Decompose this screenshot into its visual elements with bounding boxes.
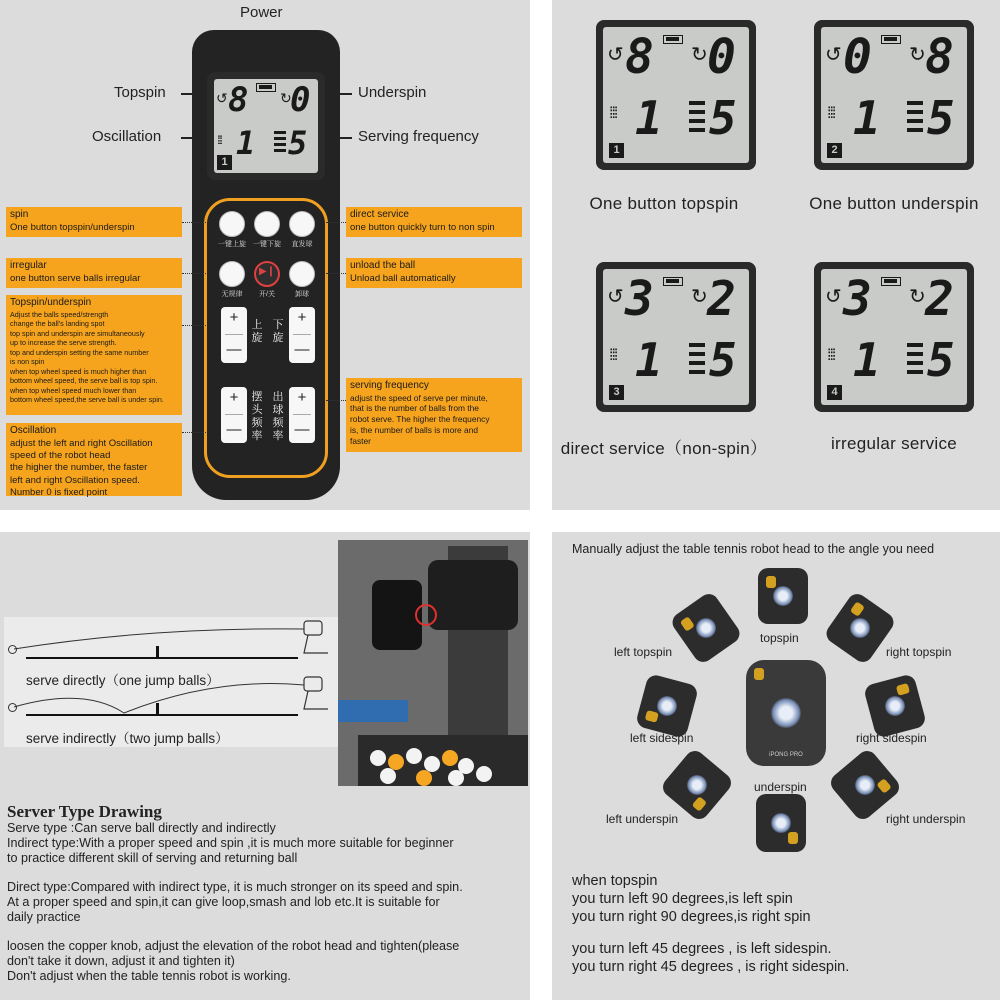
lcd-screen <box>821 269 967 405</box>
battery-icon <box>663 277 683 286</box>
direct-service-callout-body: one button quickly turn to non spin <box>350 221 495 233</box>
irregular-caption: 无规律 <box>221 291 243 298</box>
oscillation-minus-button[interactable]: — <box>226 421 242 438</box>
label-left-underspin: left underspin <box>606 812 679 826</box>
frequency-plus-button[interactable]: + <box>297 389 307 406</box>
underspin-arrow-icon: ↻ <box>909 286 926 308</box>
oscillation-icon: ⁞⁞⁞ <box>827 105 835 122</box>
types-title: Server Type Drawing <box>7 802 162 821</box>
lcd-screen <box>603 27 749 163</box>
direct-trajectory <box>14 629 304 649</box>
battery-icon <box>256 83 276 92</box>
button-area <box>204 198 328 478</box>
lcd-mode-badge: 4 <box>827 385 842 400</box>
underspin-stepper-caption: 下旋 <box>272 319 284 344</box>
topspin-underspin-callout-body: Adjust the balls speed/strength change the ball's landing spot top spin and underspin are simultaneously up to increase the serve strength. top and underspin setting the same number is non spin when top wheel speed is much higher than bottom wheel speed, the serve ball is top spin. when top wheel speed much lower than bottom wheel speed,the serve ball is under spin. <box>10 309 164 404</box>
modes-panel <box>552 0 1000 510</box>
frequency-bars-icon <box>907 101 923 135</box>
indirect-table <box>26 714 298 716</box>
serving-frequency-label: Serving frequency <box>358 128 479 145</box>
indirect-net <box>156 703 159 715</box>
frequency-minus-button[interactable]: — <box>294 421 310 438</box>
lcd-topspin-digit: 3 <box>625 271 654 327</box>
remote-control <box>192 30 340 500</box>
frequency-bars-icon <box>274 131 286 155</box>
lcd-underspin-digit: 2 <box>925 271 954 327</box>
unload-callout-head: unload the ball <box>350 260 416 271</box>
spin-callout <box>6 207 182 237</box>
head-center-photo <box>746 660 826 766</box>
lcd-screen <box>603 269 749 405</box>
power-label: Power <box>240 4 283 21</box>
oscillation-callout-body: adjust the left and right Oscillation speed of the robot head the higher the number, the faster left and right Oscillation speed. Number 0 is fixed point <box>10 437 153 498</box>
lcd-underspin-digit: 8 <box>925 29 954 85</box>
one-key-topspin-button[interactable] <box>219 211 245 237</box>
oscillation-callout <box>6 423 182 496</box>
underspin-arrow-icon: ↻ <box>280 90 292 106</box>
battery-icon <box>881 277 901 286</box>
oscillation-stepper-caption: 摆头频率 <box>251 391 263 442</box>
mode-4-caption: irregular service <box>830 434 958 453</box>
mode-4-lcd <box>814 262 974 412</box>
angles-note-1: when topspin you turn left 90 degrees,is left spin you turn right 90 degrees,is right spin <box>572 873 811 925</box>
lcd-screen <box>214 79 318 173</box>
head-underspin-photo <box>756 794 806 852</box>
oscillation-label: Oscillation <box>92 128 162 145</box>
frequency-bars-icon <box>689 343 705 377</box>
lcd-mode-badge: 3 <box>609 385 624 400</box>
one-key-underspin-caption: 一键下旋 <box>253 241 281 248</box>
lcd-frequency-digit: 5 <box>709 91 737 145</box>
types-paragraph-3: loosen the copper knob, adjust the elevation of the robot head and tighten(please don't take it down, adjust it and tighten it) Don't adjust when the table tennis robot is working. <box>7 939 460 983</box>
topspin-plus-button[interactable]: + <box>229 309 239 326</box>
lcd-oscillation-digit: 1 <box>635 333 663 387</box>
robot-photo <box>338 540 528 786</box>
types-paragraph-1: Serve type :Can serve ball directly and indirectly Indirect type:With a proper speed and spin ,it is much more suitable for beginner to practice different skill of serving and returning ball <box>7 821 454 865</box>
oscillation-icon: ⁞⁞⁞ <box>827 347 835 364</box>
irregular-callout <box>6 258 182 288</box>
unload-button[interactable] <box>289 261 315 287</box>
battery-icon <box>663 35 683 44</box>
lcd-frequency-digit: 5 <box>927 91 955 145</box>
center-model-label: iPONG PRO <box>769 752 803 758</box>
serving-frequency-callout-body: adjust the speed of serve per minute, that is the number of balls from the robot serve. The higher the frequency is, the number of balls is more and faster <box>350 392 490 447</box>
lcd-screen <box>821 27 967 163</box>
mode-2-caption: One button underspin <box>809 194 979 213</box>
direct-table <box>26 657 298 659</box>
topspin-stepper[interactable] <box>221 307 247 363</box>
oscillation-icon: ⁞⁞⁞ <box>609 105 617 122</box>
power-button[interactable] <box>254 261 280 287</box>
label-left-sidespin: left sidespin <box>630 731 694 745</box>
angles-panel <box>552 532 1000 1000</box>
angles-note-2: you turn left 45 degrees , is left sidespin. you turn right 45 degrees , is right sidespin. <box>572 941 850 975</box>
lcd-underspin-digit: 0 <box>707 29 736 85</box>
topspin-label: Topspin <box>114 84 166 101</box>
lcd-oscillation-digit: 1 <box>635 91 663 145</box>
oscillation-icon: ⁞⁞⁞ <box>609 347 617 364</box>
direct-serve-caption: 直发球 <box>291 241 313 248</box>
topspin-underspin-callout-head: Topspin/underspin <box>10 297 92 308</box>
lcd-topspin-digit: 0 <box>843 29 872 85</box>
underspin-minus-button[interactable]: — <box>294 341 310 358</box>
spin-callout-body: One button topspin/underspin <box>10 221 135 233</box>
frequency-bars-icon <box>689 101 705 135</box>
underspin-label: Underspin <box>358 84 427 101</box>
lcd-frequency-digit: 5 <box>709 333 737 387</box>
topspin-underspin-callout <box>6 295 182 415</box>
lcd-topspin-digit: 8 <box>228 80 249 120</box>
one-key-underspin-button[interactable] <box>254 211 280 237</box>
underspin-arrow-icon: ↻ <box>909 44 926 66</box>
topspin-arrow-icon: ↺ <box>607 44 624 66</box>
topspin-stepper-caption: 上旋 <box>251 319 263 344</box>
oscillation-icon: ⁞⁞⁞ <box>217 133 222 147</box>
head-left-sidespin-photo <box>635 673 699 739</box>
head-right-sidespin-photo <box>863 673 927 739</box>
oscillation-plus-button[interactable]: + <box>229 389 239 406</box>
remote-panel <box>0 0 530 510</box>
direct-serve-button[interactable] <box>289 211 315 237</box>
unload-caption: 卸球 <box>295 291 309 298</box>
label-right-sidespin: right sidespin <box>856 731 927 745</box>
lcd-frequency-digit: 5 <box>288 124 308 162</box>
underspin-arrow-icon: ↻ <box>691 286 708 308</box>
power-caption: 开/关 <box>259 291 275 298</box>
serve-diagram <box>4 617 340 747</box>
mode-1-lcd <box>596 20 756 170</box>
head-topspin-photo <box>758 568 808 624</box>
direct-service-callout-head: direct service <box>350 209 409 220</box>
unload-callout <box>346 258 522 288</box>
spin-callout-head: spin <box>10 209 29 220</box>
mode-3-lcd <box>596 262 756 412</box>
underspin-plus-button[interactable]: + <box>297 309 307 326</box>
robot-illustration <box>338 540 528 786</box>
lcd-mode-badge: 1 <box>609 143 624 158</box>
topspin-arrow-icon: ↺ <box>607 286 624 308</box>
topspin-arrow-icon: ↺ <box>216 90 228 106</box>
remote-lcd <box>207 72 325 180</box>
types-paragraph-2: Direct type:Compared with indirect type, it is much stronger on its speed and spin. At a proper speed and spin,it can give loop,smash and lob etc.It is suitable for daily practice <box>7 880 463 924</box>
direct-service-callout <box>346 207 522 237</box>
direct-caption: serve directly（one jump balls） <box>26 673 220 688</box>
direct-ball-icon <box>8 645 17 654</box>
irregular-callout-body: one button serve balls irregular <box>10 272 141 284</box>
mode-3-caption: direct service（non-spin） <box>560 439 768 458</box>
lcd-underspin-digit: 0 <box>290 80 311 120</box>
one-key-topspin-caption: 一键上旋 <box>218 241 246 248</box>
label-topspin: topspin <box>760 631 799 645</box>
lcd-oscillation-digit: 1 <box>853 91 881 145</box>
oscillation-callout-head: Oscillation <box>10 425 57 436</box>
direct-net <box>156 646 159 658</box>
lcd-mode-badge: 2 <box>827 143 842 158</box>
robot-outline-bottom <box>304 677 328 709</box>
indirect-ball-icon <box>8 703 17 712</box>
lcd-frequency-digit: 5 <box>927 333 955 387</box>
mode-2-lcd <box>814 20 974 170</box>
frequency-stepper[interactable] <box>289 387 315 443</box>
robot-outline-top <box>304 621 328 653</box>
lcd-mode-badge: 1 <box>217 155 232 170</box>
unload-callout-body: Unload ball automatically <box>350 272 456 284</box>
topspin-arrow-icon: ↺ <box>825 286 842 308</box>
head-left-topspin-photo <box>669 590 744 666</box>
topspin-minus-button[interactable]: — <box>226 341 242 358</box>
serving-frequency-callout <box>346 378 522 452</box>
angles-heading: Manually adjust the table tennis robot head to the angle you need <box>572 542 935 556</box>
label-right-topspin: right topspin <box>886 645 952 659</box>
lcd-oscillation-digit: 1 <box>236 124 256 162</box>
indirect-caption: serve indirectly（two jump balls） <box>26 731 229 746</box>
mode-1-caption: One button topspin <box>589 194 739 213</box>
oscillation-stepper[interactable] <box>221 387 247 443</box>
frequency-stepper-caption: 出球频率 <box>272 391 284 442</box>
irregular-callout-head: irregular <box>10 260 47 271</box>
serving-frequency-callout-head: serving frequency <box>350 380 429 391</box>
lcd-topspin-digit: 3 <box>843 271 872 327</box>
topspin-arrow-icon: ↺ <box>825 44 842 66</box>
battery-icon <box>881 35 901 44</box>
irregular-button[interactable] <box>219 261 245 287</box>
lcd-underspin-digit: 2 <box>707 271 736 327</box>
lcd-topspin-digit: 8 <box>625 29 654 85</box>
server-types-panel <box>0 532 530 1000</box>
frequency-bars-icon <box>907 343 923 377</box>
label-right-underspin: right underspin <box>886 812 966 826</box>
underspin-arrow-icon: ↻ <box>691 44 708 66</box>
label-underspin: underspin <box>754 780 807 794</box>
lcd-oscillation-digit: 1 <box>853 333 881 387</box>
label-left-topspin: left topspin <box>614 645 673 659</box>
underspin-stepper[interactable] <box>289 307 315 363</box>
